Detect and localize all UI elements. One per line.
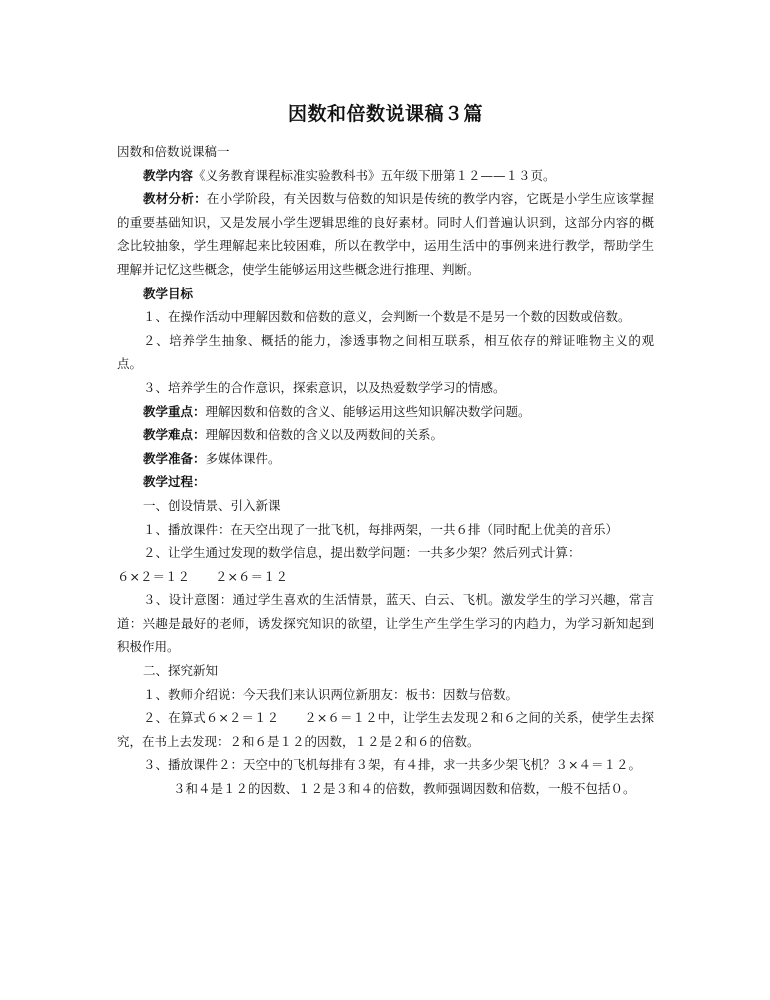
preparation-label: 教学准备：: [143, 450, 206, 466]
teaching-key-point: [117, 400, 654, 424]
section-heading: 一、创设情景、引入新课: [143, 497, 281, 513]
teaching-goal-item: ２、培养学生抽象、概括的能力，渗透事物之间相互联系，相互依存的辩证唯物主义的观点。: [117, 332, 654, 372]
teaching-goal-item: １、在操作活动中理解因数和倍数的意义，会判断一个数是不是另一个数的因数或倍数。: [143, 309, 631, 325]
section-paragraph: １、播放课件：在天空出现了一批飞机，每排两架，一共６排（同时配上优美的音乐）: [143, 521, 619, 537]
material-analysis: [117, 187, 654, 281]
document-page: [117, 100, 654, 801]
teaching-process-label: 教学过程：: [143, 474, 206, 490]
document-title: 因数和倍数说课稿３篇: [287, 103, 483, 125]
teaching-preparation: [117, 447, 654, 471]
document-subtitle: 因数和倍数说课稿一: [117, 144, 230, 159]
difficulty-text: 理解因数和倍数的含义以及两数间的关系。: [205, 427, 444, 443]
section-paragraph: １、教师介绍说：今天我们来认识两位新朋友：板书：因数与倍数。: [143, 686, 519, 702]
material-analysis-label: 教材分析：: [143, 191, 207, 207]
teaching-content-text: 《义务教育课程标准实验教科书》五年级下册第１２——１３页。: [193, 167, 556, 183]
material-analysis-text: 在小学阶段，有关因数与倍数的知识是传统的教学内容，它既是小学生应该掌握的重要基础知识，又是发展小学生逻辑思维的良好素材。同时人们普遍认识到，这部分内容的概念比较抽象，学生理解起来比较困难，所以在教学中，运用生活中的事例来进行教学，帮助学生理解并记忆这些概念，使学生能够运用这些概念进行推理、判断。: [117, 191, 654, 277]
section-paragraph: ３、播放课件２：天空中的飞机每排有３架，有４排，求一共多少架飞机？３×４＝１２。: [143, 757, 641, 773]
section-paragraph: ２、在算式６×２＝１２ ２×６＝１２中，让学生去发现２和６之间的关系，使学生去探究，在书上去发现：２和６是１２的因数，１２是２和６的倍数。: [117, 710, 654, 749]
teaching-goals-label: 教学目标: [143, 285, 194, 301]
key-point-label: 教学重点：: [143, 403, 206, 419]
key-point-text: 理解因数和倍数的含义、能够运用这些知识解决数学问题。: [205, 403, 531, 419]
section-heading: 二、探究新知: [143, 663, 219, 679]
section-paragraph: ２、让学生通过发现的数学信息，提出数学问题：一共多少架？然后列式计算：: [143, 545, 581, 561]
section-paragraph: ３和４是１２的因数、１２是３和４的倍数，教师强调因数和倍数，一般不包括０。: [173, 781, 636, 797]
teaching-content-label: 教学内容: [143, 167, 194, 183]
teaching-content: [117, 164, 654, 188]
difficulty-label: 教学难点：: [143, 427, 206, 443]
teaching-goal-item: ３、培养学生的合作意识，探索意识，以及热爱数学学习的情感。: [143, 379, 506, 395]
formula-line: ６×２＝１２ ２×６＝１２: [117, 568, 288, 584]
preparation-text: 多媒体课件。: [205, 450, 281, 466]
section-paragraph: ３、设计意图：通过学生喜欢的生活情景，蓝天、白云、飞机。激发学生的学习兴趣，常言道：兴趣是最好的老师，诱发探究知识的欲望，让学生产生学生学习的内趋力，为学习新知起到积极作用。: [117, 592, 654, 655]
teaching-difficulty: [117, 423, 654, 447]
